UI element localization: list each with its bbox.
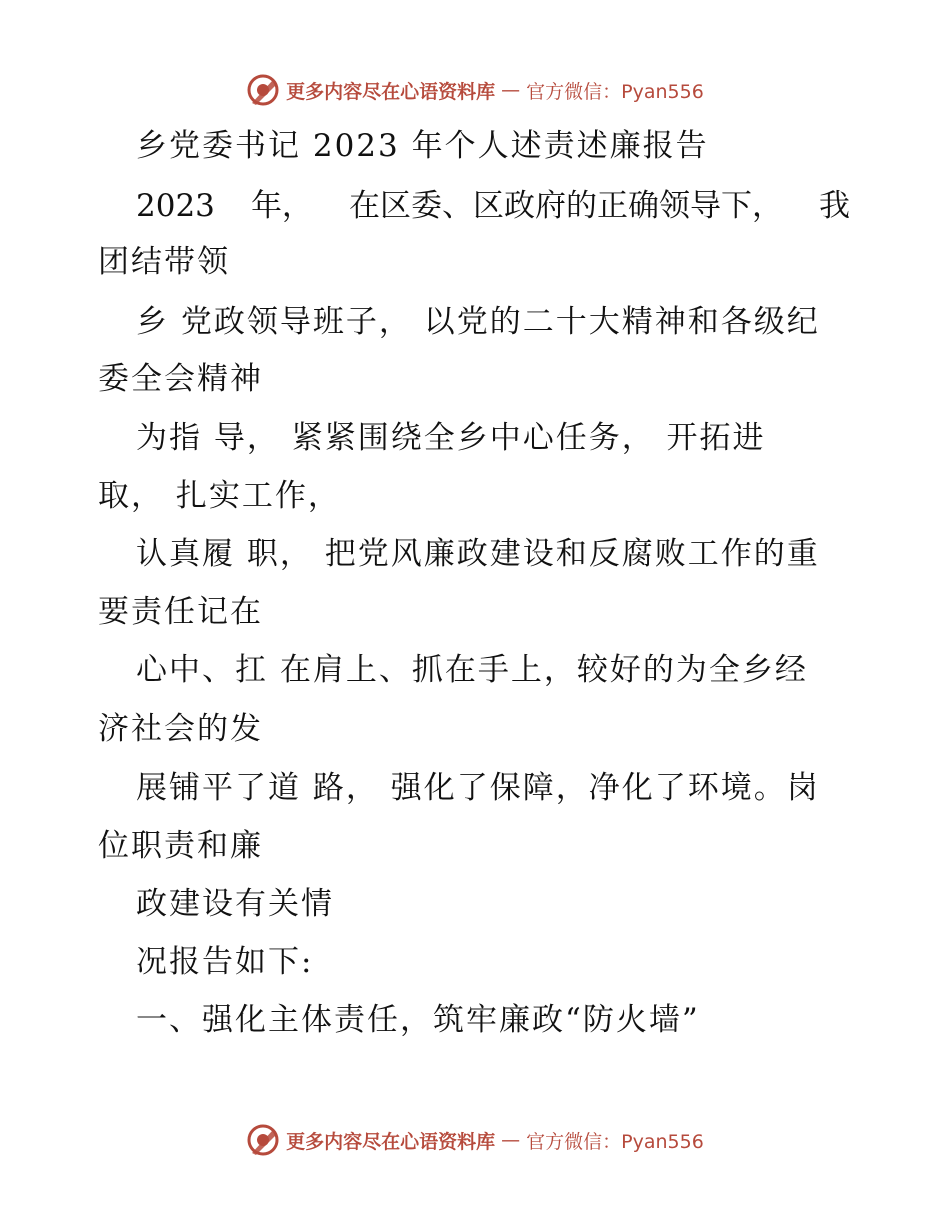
- watermark-contact: 官方微信：Pyan556: [526, 1130, 704, 1153]
- paragraph-line-6: 取， 扎实工作，: [98, 478, 341, 514]
- paragraph-line-12: 位职责和廉: [98, 828, 263, 864]
- paragraph-line-1: [136, 186, 850, 226]
- line-1-part-4: 我: [819, 188, 850, 224]
- section-heading-1: 一、强化主体责任，筑牢廉政“防火墙”: [136, 1002, 700, 1038]
- paragraph-line-7: 认真履 职， 把党风廉政建设和反腐败工作的重: [136, 536, 820, 572]
- pen-logo-icon: [246, 73, 280, 107]
- watermark-separator: —: [501, 79, 521, 101]
- line-1-part-1: 2023: [136, 188, 215, 224]
- paragraph-line-2: 团结带领: [98, 244, 230, 280]
- watermark-group: [246, 1123, 704, 1157]
- watermark-separator: —: [501, 1129, 521, 1151]
- watermark-group: [246, 73, 704, 107]
- watermark-banner-top: [0, 70, 950, 110]
- document-title: 乡党委书记 2023 年个人述责述廉报告: [136, 128, 709, 164]
- pen-logo-icon: [246, 1123, 280, 1157]
- paragraph-line-3: 乡 党政领导班子， 以党的二十大精神和各级纪: [136, 304, 820, 340]
- paragraph-line-13: 政建设有关情: [136, 886, 334, 922]
- line-1-part-3: 在区委、区政府的正确领导下，: [348, 188, 783, 224]
- watermark-text: 更多内容尽在心语资料库: [286, 1130, 496, 1153]
- watermark-text: 更多内容尽在心语资料库: [286, 80, 496, 103]
- watermark-banner-bottom: [0, 1120, 950, 1160]
- paragraph-line-9: 心中、扛 在肩上、抓在手上，较好的为全乡经: [136, 652, 808, 688]
- paragraph-line-8: 要责任记在: [98, 594, 263, 630]
- paragraph-line-5: 为指 导， 紧紧围绕全乡中心任务， 开拓进: [136, 420, 766, 456]
- paragraph-line-4: 委全会精神: [98, 361, 263, 397]
- paragraph-line-10: 济社会的发: [98, 711, 263, 747]
- line-1-part-2: 年，: [250, 188, 313, 224]
- paragraph-line-14: 况报告如下:: [136, 944, 314, 980]
- watermark-contact: 官方微信：Pyan556: [526, 80, 704, 103]
- paragraph-line-11: 展铺平了道 路， 强化了保障，净化了环境。岗: [136, 770, 820, 806]
